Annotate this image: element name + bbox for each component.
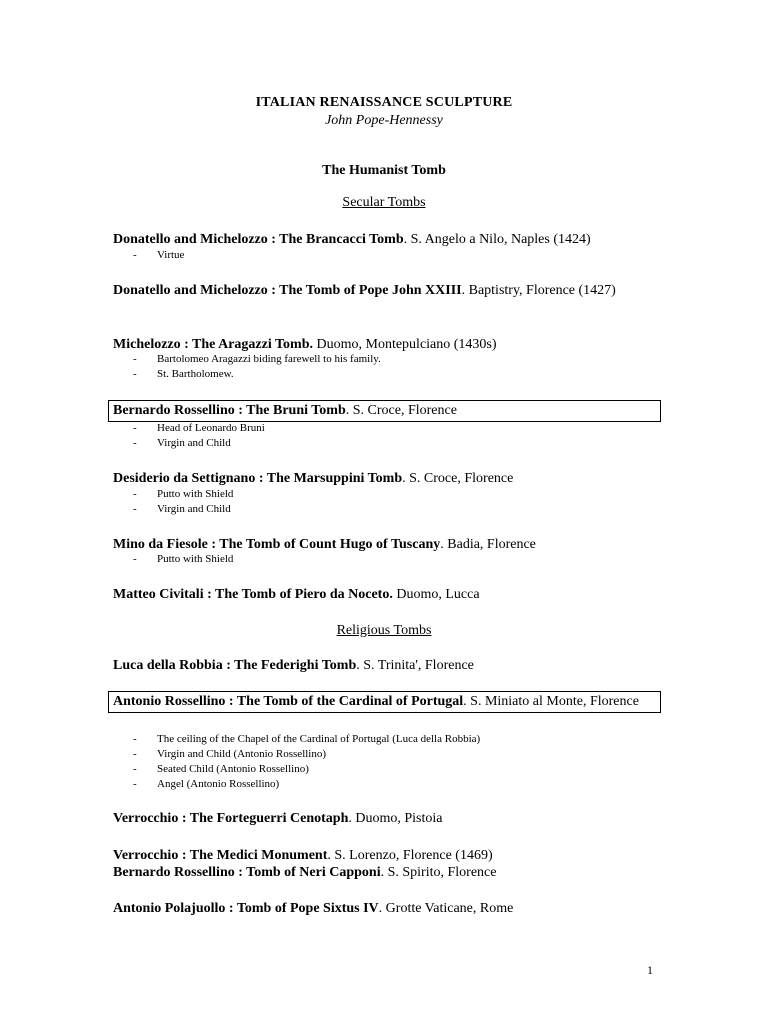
list-item: - Angel (Antonio Rossellino) — [133, 777, 480, 792]
tomb-entry-items — [133, 487, 233, 517]
tomb-entry-location: . S. Croce, Florence — [345, 403, 457, 418]
tomb-entry — [113, 336, 658, 353]
tomb-entry-items — [133, 732, 480, 792]
tomb-entry-highlighted — [108, 691, 661, 713]
section-heading-secular: Secular Tombs — [342, 195, 426, 210]
tomb-entry-location: . S. Angelo a Nilo, Naples (1424) — [403, 232, 591, 247]
tomb-entry-title: Michelozzo : The Aragazzi Tomb. — [113, 337, 313, 352]
tomb-entry-location: . S. Trinita', Florence — [356, 658, 474, 673]
tomb-entry-items — [133, 352, 381, 382]
list-item: - Head of Leonardo Bruni — [133, 421, 265, 436]
list-item: - The ceiling of the Chapel of the Cardinal of Portugal (Luca della Robbia) — [133, 732, 480, 747]
list-item: - St. Bartholomew. — [133, 367, 381, 382]
list-item: - Seated Child (Antonio Rossellino) — [133, 762, 480, 777]
tomb-entry — [113, 231, 658, 248]
chapter-title: The Humanist Tomb — [322, 163, 446, 178]
tomb-entry-title: Antonio Rossellino : The Tomb of the Cardinal of Portugal — [113, 694, 464, 709]
tomb-entry-location: . S. Croce, Florence — [402, 471, 514, 486]
tomb-entry — [113, 586, 658, 603]
tomb-entry-location: Duomo, Lucca — [392, 587, 480, 602]
tomb-entry-title: Donatello and Michelozzo : The Tomb of Pope John XXIII — [113, 283, 462, 298]
list-item: - Virgin and Child (Antonio Rossellino) — [133, 747, 480, 762]
page-number: 1 — [647, 963, 653, 977]
tomb-entry-location: Duomo, Montepulciano (1430s) — [313, 337, 497, 352]
tomb-entry-items — [133, 552, 233, 567]
tomb-entry-items — [133, 421, 265, 451]
tomb-entry — [113, 810, 658, 827]
list-item: - Putto with Shield — [133, 487, 233, 502]
tomb-entry — [113, 657, 658, 674]
tomb-entry — [113, 900, 658, 917]
tomb-entry-title: Bernardo Rossellino : The Bruni Tomb — [113, 403, 346, 418]
tomb-entry-items — [133, 248, 184, 263]
list-item: - Virtue — [133, 248, 184, 263]
tomb-entry — [113, 470, 658, 487]
tomb-entry-title: Mino da Fiesole : The Tomb of Count Hugo of Tuscany — [113, 537, 441, 552]
section-heading-religious: Religious Tombs — [336, 623, 432, 638]
tomb-entry — [113, 847, 658, 864]
list-item: - Putto with Shield — [133, 552, 233, 567]
tomb-entry-location: . S. Spirito, Florence — [380, 865, 497, 880]
tomb-entry-title: Antonio Polajuollo : Tomb of Pope Sixtus IV — [113, 901, 379, 916]
tomb-entry — [113, 536, 658, 553]
tomb-entry-title: Donatello and Michelozzo : The Brancacci Tomb — [113, 232, 404, 247]
list-item: - Virgin and Child — [133, 502, 233, 517]
tomb-entry-location: . S. Lorenzo, Florence (1469) — [327, 848, 493, 863]
tomb-entry-title: Verrocchio : The Medici Monument — [113, 848, 328, 863]
tomb-entry-title: Luca della Robbia : The Federighi Tomb — [113, 658, 357, 673]
tomb-entry — [113, 864, 658, 881]
tomb-entry-location: . Grotte Vaticane, Rome — [378, 901, 514, 916]
tomb-entry-title: Verrocchio : The Forteguerri Cenotaph — [113, 811, 349, 826]
tomb-entry-title: Bernardo Rossellino : Tomb of Neri Capponi — [113, 865, 381, 880]
list-item: - Virgin and Child — [133, 436, 265, 451]
tomb-entry-location: . Baptistry, Florence (1427) — [461, 283, 616, 298]
tomb-entry-highlighted — [108, 400, 661, 422]
tomb-entry-title: Desiderio da Settignano : The Marsuppini Tomb — [113, 471, 403, 486]
document-author: John Pope-Hennessy — [325, 113, 443, 128]
tomb-entry-location: . S. Miniato al Monte, Florence — [463, 694, 639, 709]
tomb-entry-location: . Badia, Florence — [440, 537, 536, 552]
tomb-entry-location: . Duomo, Pistoia — [348, 811, 443, 826]
tomb-entry — [113, 282, 658, 299]
tomb-entry-title: Matteo Civitali : The Tomb of Piero da Noceto. — [113, 587, 393, 602]
document-title: ITALIAN RENAISSANCE SCULPTURE — [255, 95, 513, 110]
list-item: - Bartolomeo Aragazzi biding farewell to his family. — [133, 352, 381, 367]
